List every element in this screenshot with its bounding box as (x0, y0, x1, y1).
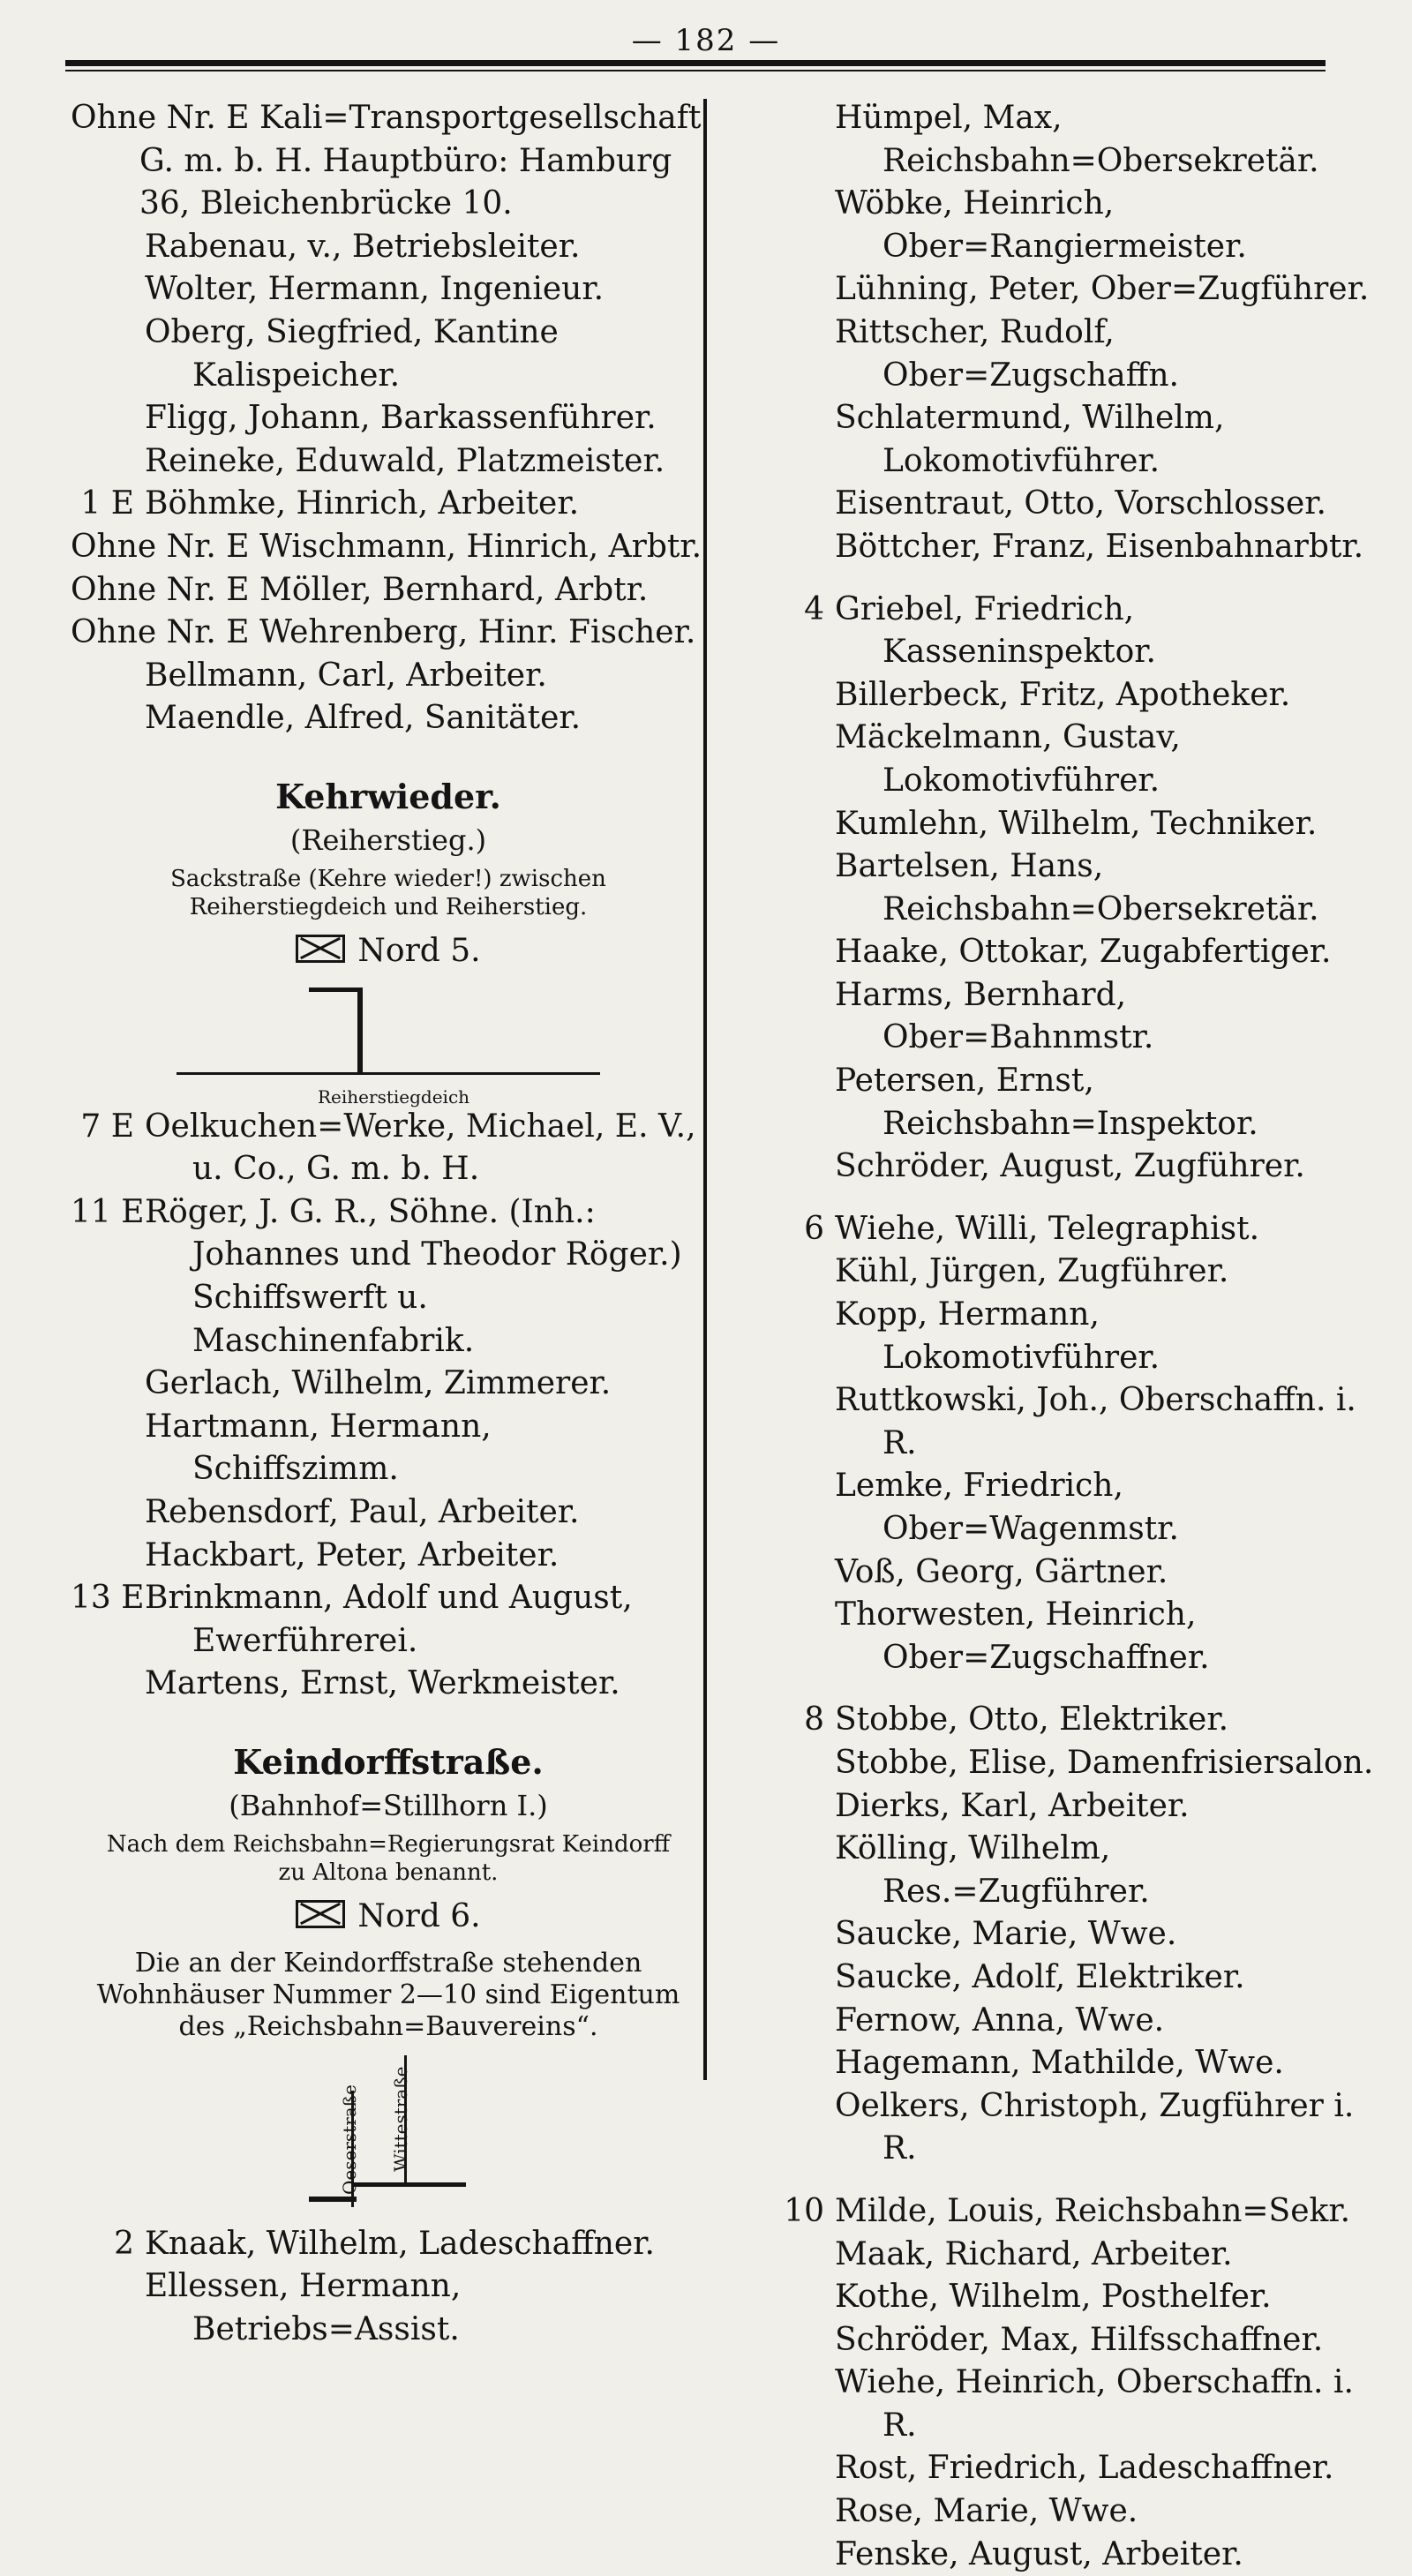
street-sketch (309, 2055, 468, 2214)
house-number (761, 2490, 835, 2534)
envelope-icon (296, 935, 345, 963)
house-number (71, 397, 145, 440)
directory-entry (761, 1145, 1378, 1189)
house-number: 7 E (80, 1108, 134, 1145)
entry-text: Bartelsen, Hans, Reichsbahn=Obersekretär. (835, 848, 1319, 928)
directory-entry (761, 268, 1378, 312)
street-title: Kehrwieder. (275, 776, 501, 816)
entry-text: Böhmke, Hinrich, Arbeiter. (145, 485, 580, 522)
entry-text: Stobbe, Otto, Elektriker. (835, 1701, 1229, 1739)
entry-text: Rose, Marie, Wwe. (835, 2493, 1138, 2530)
entry-text: Bellmann, Carl, Arbeiter. (145, 657, 547, 694)
entry-text: Billerbeck, Fritz, Apotheker. (835, 676, 1291, 713)
directory-entry (761, 1379, 1378, 1465)
entry-text: Maendle, Alfred, Sanitäter. (145, 700, 582, 737)
directory-entry (71, 483, 706, 526)
directory-entry (71, 97, 706, 226)
street-note: Sackstraße (Kehre wieder!) zwischen Reiherstiegdeich und Reiherstieg. (170, 866, 606, 921)
house-number: 1 E (80, 485, 134, 522)
directory-entry (761, 1785, 1378, 1829)
directory-entry (761, 1465, 1378, 1551)
house-number (761, 1785, 835, 1829)
house-number (761, 268, 835, 312)
directory-entry (761, 1828, 1378, 1913)
directory-entry (761, 526, 1378, 569)
entry-text: Schröder, August, Zugführer. (835, 1148, 1305, 1185)
entry-text: Rebensdorf, Paul, Arbeiter. (145, 1494, 580, 1531)
directory-entry (761, 1956, 1378, 2000)
header-rule (65, 60, 1326, 71)
entry-text: Ohne Nr. E Möller, Bernhard, Arbtr. (71, 571, 649, 608)
house-number (761, 2000, 835, 2043)
entry-text: Brinkmann, Adolf und August, Ewerführerei. (145, 1580, 633, 1659)
directory-entry (71, 655, 706, 698)
house-number (761, 2319, 835, 2362)
entry-text: Hagemann, Mathilde, Wwe. (835, 2045, 1284, 2082)
entry-text: Lemke, Friedrich, Ober=Wagenmstr. (835, 1468, 1179, 1547)
house-number: 10 (784, 2192, 824, 2229)
house-number (761, 2276, 835, 2319)
directory-entry (71, 226, 706, 269)
street-kehrwieder (71, 776, 706, 1108)
directory-entry (71, 312, 706, 397)
entry-text: Voß, Georg, Gärtner. (835, 1553, 1168, 1590)
directory-entry (761, 1913, 1378, 1956)
house-number (71, 1406, 145, 1491)
house-number (761, 526, 835, 569)
entry-text: Ohne Nr. E Wischmann, Hinrich, Arbtr. (71, 528, 702, 565)
house-number (761, 1294, 835, 1379)
entry-text: Mäckelmann, Gustav, Lokomotivführer. (835, 719, 1181, 799)
right-entries (761, 97, 1378, 2576)
postal-district (71, 930, 706, 973)
sketch-label: Oeserstraße (339, 2084, 360, 2195)
keindorff-entries (71, 2223, 706, 2352)
entry-text: Rost, Friedrich, Ladeschaffner. (835, 2450, 1334, 2487)
entry-text: Dierks, Karl, Arbeiter. (835, 1787, 1190, 1824)
left-column (71, 97, 706, 2352)
entry-text: Kopp, Hermann, Lokomotivführer. (835, 1296, 1160, 1376)
entry-text: Haake, Ottokar, Zugabfertiger. (835, 934, 1332, 971)
entry-text: Hackbart, Peter, Arbeiter. (145, 1536, 560, 1573)
directory-entry (761, 2000, 1378, 2043)
house-number (761, 183, 835, 268)
directory-entry (761, 974, 1378, 1060)
directory-entry (761, 803, 1378, 846)
directory-entry (761, 1594, 1378, 1679)
entry-text: Hümpel, Max, Reichsbahn=Obersekretär. (835, 100, 1319, 179)
directory-entry (761, 183, 1378, 268)
postal-district-label: Nord 5. (357, 933, 481, 970)
house-number (761, 674, 835, 717)
house-number (761, 2362, 835, 2447)
entry-text: Ellessen, Hermann, Betriebs=Assist. (145, 2268, 462, 2347)
directory-entry (71, 612, 706, 655)
entry-text: Stobbe, Elise, Damenfrisiersalon. (835, 1744, 1374, 1781)
entry-text: Wöbke, Heinrich, Ober=Rangiermeister. (835, 185, 1247, 265)
directory-entry (761, 2276, 1378, 2319)
entry-text: Harms, Bernhard, Ober=Bahnmstr. (835, 976, 1154, 1056)
house-number (761, 1145, 835, 1189)
house-number (71, 440, 145, 484)
house-number (761, 97, 835, 183)
house-number (761, 1250, 835, 1294)
directory-entry (761, 674, 1378, 717)
street-title: Keindorffstraße. (233, 1742, 544, 1782)
entry-text: Kühl, Jürgen, Zugführer. (835, 1253, 1229, 1290)
entry-text: Kölling, Wilhelm, Res.=Zugführer. (835, 1830, 1150, 1910)
directory-entry (761, 312, 1378, 397)
entry-text: Kumlehn, Wilhelm, Techniker. (835, 805, 1318, 842)
directory-entry (761, 2447, 1378, 2490)
directory-entry (761, 1699, 1378, 1742)
house-number (71, 655, 145, 698)
house-number (761, 1594, 835, 1679)
entry-text: Eisentraut, Otto, Vorschlosser. (835, 485, 1326, 522)
entry-text: Wiehe, Heinrich, Oberschaffn. i. R. (835, 2364, 1354, 2444)
house-number (71, 1663, 145, 1706)
house-number (761, 2085, 835, 2171)
right-column (761, 97, 1378, 2576)
directory-entry (761, 483, 1378, 526)
house-number (761, 397, 835, 483)
entry-text: Reineke, Eduwald, Platzmeister. (145, 442, 665, 479)
house-number (761, 803, 835, 846)
directory-entry (761, 2534, 1378, 2576)
entry-text: Rabenau, v., Betriebsleiter. (145, 228, 581, 265)
postal-district-label: Nord 6. (357, 1898, 481, 1935)
directory-entry (761, 397, 1378, 483)
entry-text: Wiehe, Willi, Telegraphist. (835, 1210, 1260, 1247)
entry-text: Schlatermund, Wilhelm, Lokomotivführer. (835, 400, 1225, 479)
page-number: — 182 — (631, 23, 781, 58)
house-number (71, 2265, 145, 2351)
entry-text: Milde, Louis, Reichsbahn=Sekr. (835, 2192, 1351, 2229)
entry-text: Oelkers, Christoph, Zugführer i. R. (835, 2087, 1355, 2167)
entry-text: Hartmann, Hermann, Schiffszimm. (145, 1408, 492, 1488)
entry-gap (761, 569, 1378, 589)
house-number: 2 (114, 2225, 134, 2262)
entry-text: Fligg, Johann, Barkassenführer. (145, 400, 657, 437)
directory-entry (761, 2085, 1378, 2171)
directory-entry (71, 1191, 706, 1363)
entry-text: Rittscher, Rudolf, Ober=Zugschaffn. (835, 313, 1179, 394)
directory-entry (71, 2265, 706, 2351)
entry-text: Fernow, Anna, Wwe. (835, 2001, 1165, 2039)
directory-entry (71, 1577, 706, 1663)
street-sketch (176, 982, 600, 1108)
directory-entry (761, 1551, 1378, 1595)
directory-entry (71, 1363, 706, 1406)
house-number (761, 1913, 835, 1956)
house-number (761, 2042, 835, 2085)
entry-text: Martens, Ernst, Werkmeister. (145, 1665, 620, 1702)
house-number (761, 1956, 835, 2000)
house-number (761, 2534, 835, 2576)
house-number (761, 1465, 835, 1551)
entry-text: Schröder, Max, Hilfsschaffner. (835, 2321, 1324, 2358)
entry-text: Lühning, Peter, Ober=Zugführer. (835, 271, 1370, 308)
entry-text: Kothe, Wilhelm, Posthelfer. (835, 2279, 1272, 2316)
street-note: Nach dem Reichsbahn=Regierungsrat Keindorff zu Altona benannt. (106, 1831, 671, 1887)
entry-text: Oelkuchen=Werke, Michael, E. V., u. Co., G. m. b. H. (145, 1108, 696, 1188)
house-number: 4 (804, 590, 824, 627)
directory-entry (71, 569, 706, 612)
house-number (71, 697, 145, 740)
directory-entry (761, 2190, 1378, 2234)
directory-entry (71, 2223, 706, 2266)
directory-entry (761, 1208, 1378, 1251)
house-number (761, 974, 835, 1060)
directory-entry (71, 1406, 706, 1491)
directory-entry (761, 1294, 1378, 1379)
entry-text: Knaak, Wilhelm, Ladeschaffner. (145, 2225, 655, 2262)
house-number (761, 483, 835, 526)
house-number (71, 1491, 145, 1535)
house-number (761, 312, 835, 397)
sketch-label: Reiherstiegdeich (318, 1085, 470, 1108)
directory-entry (761, 2319, 1378, 2362)
directory-entry (761, 2490, 1378, 2534)
directory-entry (761, 2234, 1378, 2277)
house-number (761, 1742, 835, 1785)
directory-entry (761, 717, 1378, 802)
house-number: 13 E (71, 1580, 145, 1617)
entry-text: Ohne Nr. E Kali=Transportgesellschaft G. m. b. H. Hauptbüro: Hamburg 36, Bleichenbrücke 10. (71, 100, 702, 222)
house-number (761, 1060, 835, 1145)
directory-entry (761, 931, 1378, 974)
entry-text: Saucke, Marie, Wwe. (835, 1916, 1177, 1953)
directory-entry (761, 1742, 1378, 1785)
directory-entry (761, 589, 1378, 674)
house-number (761, 1379, 835, 1465)
directory-entry (71, 440, 706, 484)
sketch-road (309, 2197, 357, 2202)
house-number (761, 845, 835, 931)
house-number (71, 226, 145, 269)
house-number (761, 1551, 835, 1595)
house-number (71, 1535, 145, 1578)
entry-text: Röger, J. G. R., Söhne. (Inh.: Johannes und Theodor Röger.) Schiffswerft u. Maschinenfabrik. (145, 1193, 682, 1359)
directory-entry (71, 268, 706, 312)
directory-entry (71, 1663, 706, 1706)
house-number: 8 (804, 1701, 824, 1739)
entry-text: Petersen, Ernst, Reichsbahn=Inspektor. (835, 1063, 1258, 1142)
entry-gap (761, 1189, 1378, 1208)
entry-gap (761, 2171, 1378, 2190)
directory-entry (761, 1250, 1378, 1294)
entry-text: Saucke, Adolf, Elektriker. (835, 1958, 1245, 1995)
entry-text: Ruttkowski, Joh., Oberschaffn. i. R. (835, 1382, 1356, 1461)
envelope-icon (296, 1900, 345, 1928)
house-number: 11 E (71, 1193, 145, 1230)
entry-text: Gerlach, Wilhelm, Zimmerer. (145, 1365, 612, 1402)
entry-text: Böttcher, Franz, Eisenbahnarbtr. (835, 528, 1364, 565)
left-top-entries (71, 97, 706, 740)
entry-text: Griebel, Friedrich, Kasseninspektor. (835, 590, 1156, 671)
kehrwieder-entries (71, 1106, 706, 1706)
house-number (761, 2447, 835, 2490)
sketch-label: Wittestraße (390, 2066, 411, 2172)
entry-text: Oberg, Siegfried, Kantine Kalispeicher. (145, 313, 559, 394)
directory-entry (71, 526, 706, 569)
street-district: (Reiherstieg.) (289, 822, 487, 857)
entry-text: Thorwesten, Heinrich, Ober=Zugschaffner. (835, 1596, 1210, 1676)
directory-entry (761, 845, 1378, 931)
house-number (71, 312, 145, 397)
house-number: 6 (804, 1210, 824, 1247)
entry-text: Maak, Richard, Arbeiter. (835, 2235, 1233, 2272)
street-remark: Die an der Keindorffstraße stehenden Wohnhäuser Nummer 2—10 sind Eigentum des „Reichsbahn=Bauvereins“. (96, 1947, 680, 2042)
sketch-road (176, 1072, 600, 1075)
house-number (71, 268, 145, 312)
directory-entry (71, 1491, 706, 1535)
entry-gap (761, 1679, 1378, 1699)
street-keindorff (71, 1741, 706, 2214)
directory-entry (761, 2362, 1378, 2447)
street-district: (Bahnhof=Stillhorn I.) (229, 1788, 548, 1822)
directory-entry (71, 697, 706, 740)
sketch-road (309, 988, 362, 992)
postal-district (71, 1896, 706, 1939)
entry-text: Ohne Nr. E Wehrenberg, Hinr. Fischer. (71, 614, 696, 651)
house-number (761, 931, 835, 974)
directory-entry (71, 1535, 706, 1578)
house-number (761, 2234, 835, 2277)
house-number (761, 717, 835, 802)
entry-text: Fenske, August, Arbeiter. (835, 2535, 1243, 2572)
entry-text: Wolter, Hermann, Ingenieur. (145, 271, 605, 308)
directory-entry (71, 397, 706, 440)
directory-entry (761, 2042, 1378, 2085)
directory-entry (761, 97, 1378, 183)
house-number (71, 1363, 145, 1406)
house-number (761, 1828, 835, 1913)
directory-entry (761, 1060, 1378, 1145)
sketch-road (357, 988, 363, 1074)
